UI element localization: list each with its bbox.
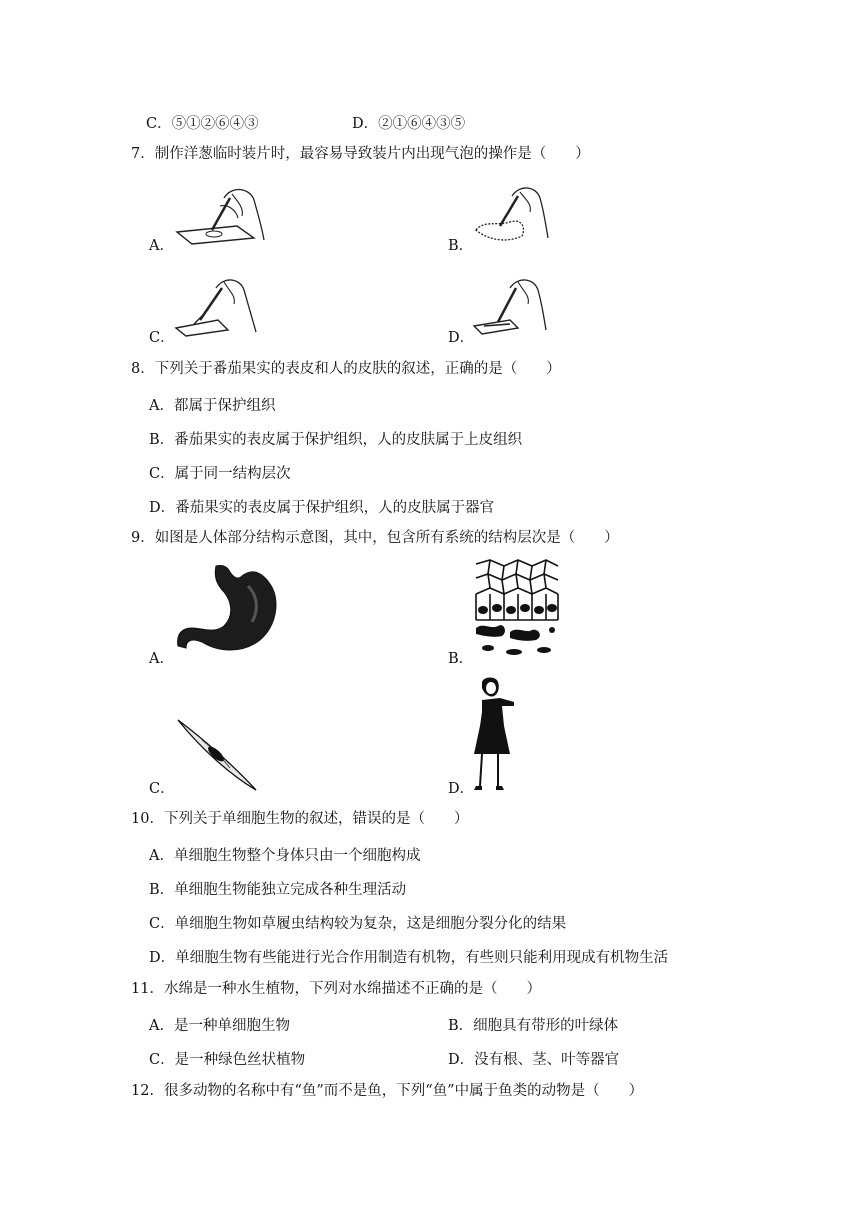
q9-option-a-label: A． <box>149 651 174 667</box>
q9-figure-b <box>474 558 560 660</box>
q8-option-c: C．属于同一结构层次 <box>149 466 291 482</box>
coverslip-c-icon <box>172 272 262 338</box>
q12-stem: 12．很多动物的名称中有“鱼”而不是鱼，下列“鱼”中属于鱼类的动物是（ ） <box>131 1083 644 1099</box>
q6-option-d: D．②①⑥④③⑤ <box>352 116 466 132</box>
q11-option-a: A．是一种单细胞生物 <box>149 1018 290 1034</box>
q9-option-c-label: C． <box>149 781 175 797</box>
q11-option-b: B．细胞具有带形的叶绿体 <box>448 1018 619 1034</box>
q7-stem: 7．制作洋葱临时装片时，最容易导致装片内出现气泡的操作是（ ） <box>131 146 590 162</box>
q8-stem: 8．下列关于番茄果实的表皮和人的皮肤的叙述，正确的是（ ） <box>131 361 561 377</box>
q7-option-b-label: B． <box>448 238 474 254</box>
q10-option-d: D．单细胞生物有些能进行光合作用制造有机物，有些则只能利用现成有机物生活 <box>149 950 669 966</box>
q10-option-c: C．单细胞生物如草履虫结构较为复杂，这是细胞分裂分化的结果 <box>149 916 567 932</box>
q7-figure-b <box>470 182 550 246</box>
q8-option-b: B．番茄果实的表皮属于保护组织，人的皮肤属于上皮组织 <box>149 432 523 448</box>
q8-option-d: D．番茄果实的表皮属于保护组织，人的皮肤属于器官 <box>149 500 495 516</box>
dropper-slide-b-icon <box>470 182 550 246</box>
q11-option-d: D．没有根、茎、叶等器官 <box>448 1052 620 1068</box>
dropper-slide-a-icon <box>172 180 267 246</box>
q8-option-a: A．都属于保护组织 <box>149 398 276 414</box>
coverslip-d-icon <box>470 272 550 336</box>
q10-stem: 10．下列关于单细胞生物的叙述，错误的是（ ） <box>131 811 469 827</box>
q9-stem: 9．如图是人体部分结构示意图，其中，包含所有系统的结构层次是（ ） <box>131 530 619 546</box>
q7-option-c-label: C． <box>149 330 175 346</box>
q6-option-c: C．⑤①②⑥④③ <box>146 116 259 132</box>
q7-figure-a <box>172 180 267 246</box>
muscle-cell-icon <box>172 714 262 794</box>
q9-figure-c <box>172 714 262 794</box>
q11-stem: 11．水绵是一种水生植物，下列对水绵描述不正确的是（ ） <box>131 981 541 997</box>
q9-figure-a <box>172 562 284 662</box>
q7-figure-d <box>470 272 550 336</box>
q7-option-d-label: D． <box>448 330 475 346</box>
q7-option-a-label: A． <box>149 238 174 254</box>
human-figure-icon <box>470 676 520 792</box>
q7-figure-c <box>172 272 262 338</box>
q9-option-b-label: B． <box>448 651 474 667</box>
q9-figure-d <box>470 676 520 792</box>
epithelial-tissue-icon <box>474 558 560 660</box>
q11-option-c: C．是一种绿色丝状植物 <box>149 1052 306 1068</box>
q9-option-d-label: D． <box>448 781 475 797</box>
q10-option-a: A．单细胞生物整个身体只由一个细胞构成 <box>149 848 421 864</box>
q10-option-b: B．单细胞生物能独立完成各种生理活动 <box>149 882 407 898</box>
stomach-icon <box>172 562 284 662</box>
